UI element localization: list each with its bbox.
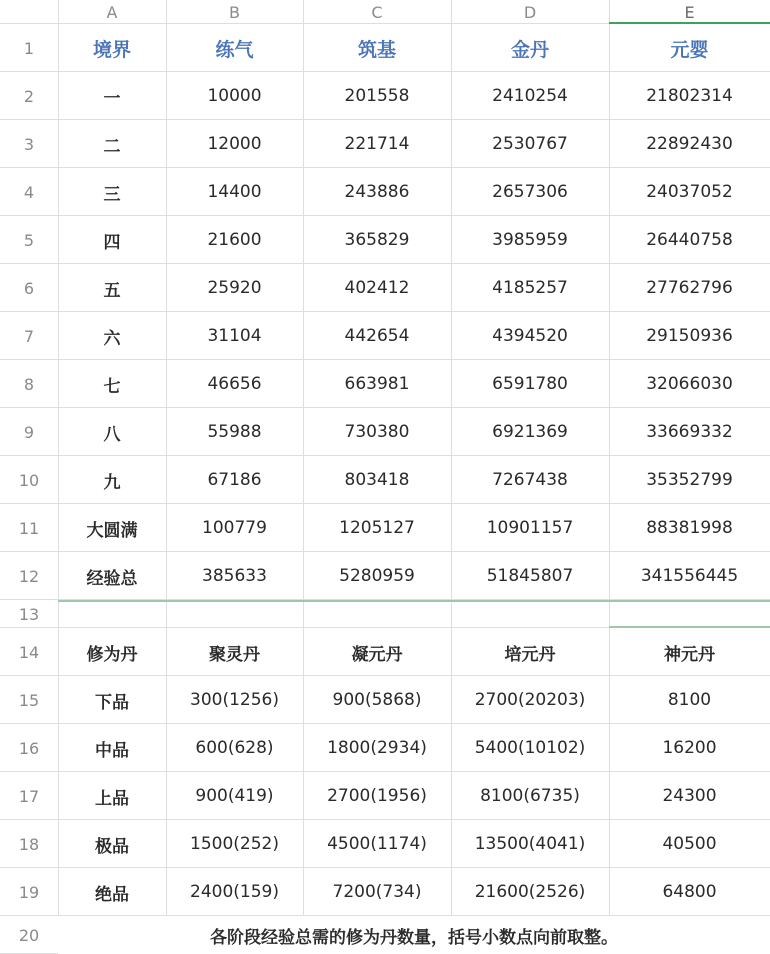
cell-header[interactable]: 修为丹 bbox=[86, 644, 138, 665]
table-cell[interactable]: 6591780 bbox=[492, 374, 568, 394]
table-cell[interactable]: 下品 bbox=[95, 692, 129, 713]
table-cell[interactable]: 2530767 bbox=[492, 134, 568, 154]
table-cell[interactable]: 10901157 bbox=[486, 518, 574, 538]
table-cell[interactable]: 1800(2934) bbox=[327, 738, 427, 758]
table-cell[interactable]: 600(628) bbox=[195, 738, 274, 758]
table-cell[interactable]: 5400(10102) bbox=[474, 738, 586, 758]
table-cell[interactable]: 10000 bbox=[207, 86, 262, 106]
table-cell[interactable]: 100779 bbox=[202, 518, 267, 538]
cell-header[interactable]: 神元丹 bbox=[664, 644, 715, 665]
table-cell[interactable]: 55988 bbox=[207, 422, 262, 442]
table-cell[interactable]: 33669332 bbox=[646, 422, 733, 442]
row-header-4[interactable]: 4 bbox=[23, 182, 35, 202]
table-cell[interactable]: 13500(4041) bbox=[474, 834, 586, 854]
row-header-2[interactable]: 2 bbox=[23, 86, 35, 106]
table-cell[interactable]: 900(5868) bbox=[332, 690, 422, 710]
table-cell[interactable]: 上品 bbox=[95, 788, 129, 809]
table-cell[interactable]: 4185257 bbox=[492, 278, 568, 298]
table-cell[interactable]: 442654 bbox=[344, 326, 410, 346]
row-header-13[interactable]: 13 bbox=[18, 604, 40, 624]
table-cell[interactable]: 2700(20203) bbox=[474, 690, 586, 710]
table-cell[interactable]: 二 bbox=[103, 136, 121, 157]
cell-header[interactable]: 境界 bbox=[92, 38, 131, 61]
table-cell[interactable]: 900(419) bbox=[195, 786, 274, 806]
column-header-b[interactable]: B bbox=[229, 2, 240, 22]
row-header-15[interactable]: 15 bbox=[18, 690, 40, 710]
table-cell[interactable]: 4500(1174) bbox=[327, 834, 427, 854]
cell-header[interactable]: 培元丹 bbox=[504, 644, 556, 665]
table-cell[interactable]: 22892430 bbox=[646, 134, 733, 154]
row-header-8[interactable]: 8 bbox=[23, 374, 35, 394]
table-cell[interactable]: 14400 bbox=[207, 182, 262, 202]
table-cell[interactable]: 25920 bbox=[207, 278, 262, 298]
table-cell[interactable]: 3985959 bbox=[492, 230, 568, 250]
table-cell[interactable]: 2400(159) bbox=[190, 882, 279, 902]
row-header-12[interactable]: 12 bbox=[18, 566, 40, 586]
table-cell[interactable]: 201558 bbox=[344, 86, 410, 106]
row-header-3[interactable]: 3 bbox=[23, 134, 35, 154]
table-cell[interactable]: 16200 bbox=[662, 738, 717, 758]
table-cell[interactable]: 1205127 bbox=[339, 518, 415, 538]
table-cell[interactable]: 67186 bbox=[207, 470, 262, 490]
row-header-18[interactable]: 18 bbox=[18, 834, 40, 854]
table-cell[interactable]: 7267438 bbox=[492, 470, 568, 490]
table-cell[interactable]: 6921369 bbox=[492, 422, 568, 442]
table-cell[interactable]: 21600 bbox=[207, 230, 262, 250]
row-header-20[interactable]: 20 bbox=[18, 925, 40, 945]
table-cell[interactable]: 8100 bbox=[667, 690, 712, 710]
table-cell[interactable]: 六 bbox=[103, 328, 121, 349]
table-cell[interactable]: 31104 bbox=[207, 326, 262, 346]
table-cell[interactable]: 51845807 bbox=[486, 566, 574, 586]
table-cell[interactable]: 221714 bbox=[344, 134, 410, 154]
table-cell[interactable]: 2657306 bbox=[492, 182, 568, 202]
table-cell[interactable]: 5280959 bbox=[339, 566, 415, 586]
table-cell[interactable]: 4394520 bbox=[492, 326, 568, 346]
table-cell[interactable]: 经验总 bbox=[86, 568, 138, 589]
column-header-e[interactable]: E bbox=[609, 0, 770, 24]
table-cell[interactable]: 七 bbox=[103, 376, 121, 397]
row-header-6[interactable]: 6 bbox=[23, 278, 35, 298]
row-header-1[interactable]: 1 bbox=[23, 38, 35, 58]
column-header-a[interactable]: A bbox=[106, 2, 118, 22]
table-cell[interactable]: 40500 bbox=[662, 834, 717, 854]
table-cell[interactable]: 大圆满 bbox=[86, 520, 138, 541]
cell-header[interactable]: 元婴 bbox=[670, 38, 709, 61]
table-cell[interactable]: 29150936 bbox=[646, 326, 733, 346]
cell-header[interactable]: 聚灵丹 bbox=[209, 644, 260, 665]
table-cell[interactable]: 21600(2526) bbox=[474, 882, 586, 902]
table-cell[interactable]: 21802314 bbox=[646, 86, 733, 106]
cell-header[interactable]: 金丹 bbox=[510, 38, 549, 61]
table-cell[interactable]: 730380 bbox=[344, 422, 410, 442]
table-cell[interactable]: 极品 bbox=[95, 836, 129, 857]
table-cell[interactable]: 27762796 bbox=[646, 278, 733, 298]
selection-border bbox=[58, 600, 770, 602]
row-header-11[interactable]: 11 bbox=[18, 518, 40, 538]
table-cell[interactable]: 四 bbox=[103, 232, 121, 253]
table-cell[interactable]: 803418 bbox=[344, 470, 410, 490]
table-cell[interactable]: 88381998 bbox=[646, 518, 733, 538]
row-header-14[interactable]: 14 bbox=[18, 642, 40, 662]
table-cell[interactable]: 1500(252) bbox=[190, 834, 279, 854]
table-cell[interactable]: 24037052 bbox=[646, 182, 733, 202]
table-cell[interactable]: 一 bbox=[103, 88, 121, 109]
table-cell[interactable]: 46656 bbox=[207, 374, 262, 394]
table-cell[interactable]: 12000 bbox=[207, 134, 262, 154]
row-header-19[interactable]: 19 bbox=[18, 882, 40, 902]
table-cell[interactable]: 三 bbox=[103, 184, 121, 205]
table-cell[interactable]: 2410254 bbox=[492, 86, 568, 106]
row-header-17[interactable]: 17 bbox=[18, 786, 40, 806]
row-header-9[interactable]: 9 bbox=[23, 422, 35, 442]
table-cell[interactable]: 385633 bbox=[202, 566, 267, 586]
cell-header[interactable]: 筑基 bbox=[357, 38, 396, 61]
table-cell[interactable]: 中品 bbox=[95, 740, 129, 761]
row-header-10[interactable]: 10 bbox=[18, 470, 40, 490]
table-cell[interactable]: 365829 bbox=[344, 230, 410, 250]
table-cell[interactable]: 2700(1956) bbox=[327, 786, 427, 806]
row-header-5[interactable]: 5 bbox=[23, 230, 35, 250]
row-header-16[interactable]: 16 bbox=[18, 738, 40, 758]
column-header-d[interactable]: D bbox=[523, 2, 537, 22]
column-header-c[interactable]: C bbox=[371, 2, 383, 22]
table-cell[interactable]: 26440758 bbox=[646, 230, 733, 250]
row-header-7[interactable]: 7 bbox=[23, 326, 35, 346]
table-cell[interactable]: 35352799 bbox=[646, 470, 733, 490]
table-cell[interactable]: 663981 bbox=[344, 374, 410, 394]
table-cell[interactable]: 64800 bbox=[662, 882, 717, 902]
footnote-cell[interactable]: 各阶段经验总需的修为丹数量，括号小数点向前取整。 bbox=[58, 916, 770, 954]
cell-header[interactable]: 凝元丹 bbox=[351, 644, 403, 665]
table-cell[interactable]: 402412 bbox=[344, 278, 410, 298]
table-cell[interactable]: 九 bbox=[103, 472, 121, 493]
table-cell[interactable]: 八 bbox=[103, 424, 121, 445]
cell-header[interactable]: 练气 bbox=[215, 38, 254, 61]
table-cell[interactable]: 341556445 bbox=[640, 566, 739, 586]
table-cell[interactable]: 32066030 bbox=[646, 374, 733, 394]
table-cell[interactable]: 8100(6735) bbox=[480, 786, 580, 806]
table-cell[interactable]: 7200(734) bbox=[332, 882, 422, 902]
table-cell[interactable]: 24300 bbox=[662, 786, 717, 806]
table-cell[interactable]: 五 bbox=[103, 280, 121, 301]
table-cell[interactable]: 绝品 bbox=[95, 884, 129, 905]
table-cell[interactable]: 243886 bbox=[344, 182, 410, 202]
table-cell[interactable]: 300(1256) bbox=[190, 690, 279, 710]
